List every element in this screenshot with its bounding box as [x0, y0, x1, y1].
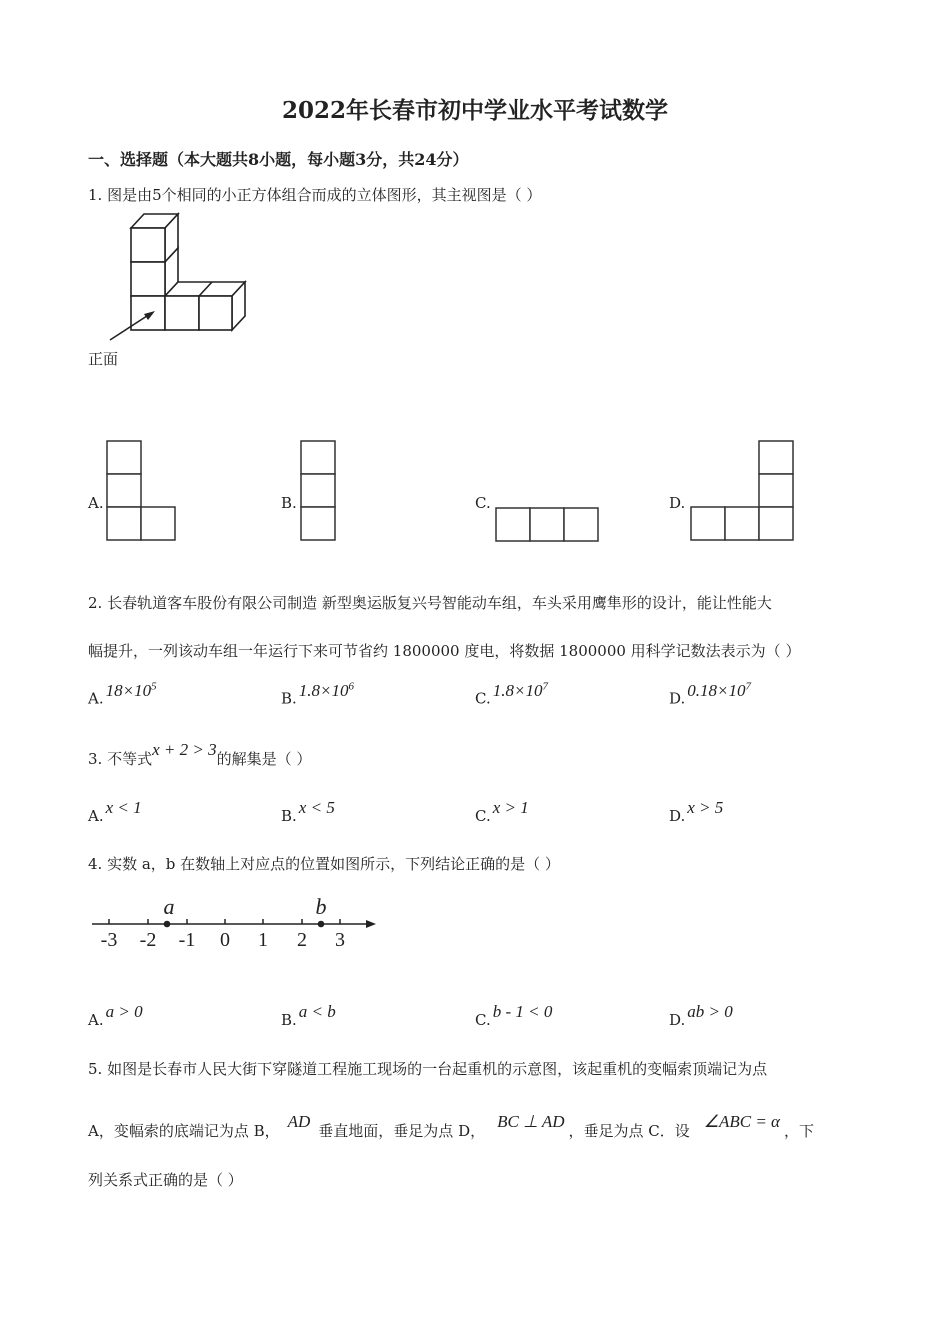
option-expr: b - 1 < 0 — [492, 1002, 553, 1021]
question-2-line-1: 2. 长春轨道客车股份有限公司制造 新型奥运版复兴号智能动车组，车头采用鹰隼形的设计，能让性能大 — [88, 594, 772, 612]
option-expr: x < 1 — [105, 798, 142, 817]
option-letter: B. — [281, 807, 297, 825]
point-a-label: a — [163, 894, 175, 919]
option-letter: A. — [88, 1011, 104, 1029]
q2-option-d[interactable] — [669, 680, 751, 709]
tick-label: -1 — [178, 929, 196, 951]
q1-option-c-figure — [495, 507, 599, 543]
q1-solid-figure — [100, 210, 260, 340]
option-expr: $1.8\times 10^7$ — [492, 680, 548, 700]
q3-option-a[interactable] — [88, 798, 142, 826]
tick-label: 0 — [220, 929, 230, 951]
q1-option-b-figure — [300, 440, 338, 542]
question-5-line-1: 5. 如图是长春市人民大街下穿隧道工程施工现场的一台起重机的示意图，该起重机的变幅索顶端记为点 — [88, 1060, 768, 1078]
point-b-dot — [318, 921, 325, 928]
tick-label: 1 — [258, 929, 268, 951]
question-2-line-2: 幅提升，一列该动车组一年运行下来可节省约 1800000 度电，将数据 1800000 用科学记数法表示为（ ） — [88, 642, 801, 660]
q4-option-d[interactable] — [669, 1002, 733, 1030]
option-expr: $18\times 10^5$ — [105, 680, 157, 700]
option-letter: A. — [88, 807, 104, 825]
q2-option-c[interactable] — [475, 680, 548, 709]
option-letter: B. — [281, 1011, 297, 1029]
tick-label: 2 — [297, 929, 307, 951]
option-letter: D. — [669, 807, 686, 825]
q1-option-d-label[interactable]: D. — [669, 494, 686, 512]
option-letter: C. — [475, 807, 491, 825]
option-letter: C. — [475, 689, 491, 708]
question-5-line-2: A，变幅索的底端记为点 B， AD 垂直地面，垂足为点 D， BC ⊥ AD ，垂足为点 C．设 ∠ABC = α ，下 — [88, 1112, 814, 1140]
option-expr: ab > 0 — [687, 1002, 733, 1021]
option-letter: D. — [669, 1011, 686, 1029]
q4-option-c[interactable] — [475, 1002, 553, 1030]
option-letter: C. — [475, 1011, 491, 1029]
q1-option-a-figure — [106, 440, 178, 542]
option-expr: a < b — [298, 1002, 336, 1021]
q2-option-a[interactable] — [88, 680, 157, 709]
q2-option-b[interactable] — [281, 680, 355, 709]
q3-option-d[interactable] — [669, 798, 724, 826]
tick-label: 3 — [335, 929, 345, 951]
point-b-label: b — [315, 894, 327, 919]
front-label: 正面 — [88, 350, 119, 368]
q4-option-a[interactable] — [88, 1002, 143, 1030]
number-line — [92, 890, 382, 952]
q1-option-a-label[interactable]: A. — [88, 494, 104, 512]
point-a-dot — [164, 921, 171, 928]
question-1-text: 1. 图是由5个相同的小正方体组合而成的立体图形，其主视图是（ ） — [88, 186, 542, 204]
page-title: 2022年长春市初中学业水平考试数学 — [281, 97, 668, 124]
q3-option-b[interactable] — [281, 798, 335, 826]
option-expr: x > 1 — [492, 798, 529, 817]
option-expr: x > 5 — [687, 798, 724, 817]
option-expr: $0.18\times 10^7$ — [687, 680, 751, 700]
option-expr: a > 0 — [105, 1002, 143, 1021]
q3-option-c[interactable] — [475, 798, 529, 826]
tick-label: -2 — [139, 929, 157, 951]
q1-option-d-figure — [690, 440, 796, 542]
option-letter: D. — [669, 689, 686, 708]
question-4-text: 4. 实数 a，b 在数轴上对应点的位置如图所示，下列结论正确的是（ ） — [88, 855, 560, 873]
q4-option-b[interactable] — [281, 1002, 336, 1030]
tick-label: -3 — [100, 929, 118, 951]
q1-option-b-label[interactable]: B. — [281, 494, 297, 512]
option-letter: A. — [88, 689, 104, 708]
option-expr: x < 5 — [298, 798, 335, 817]
question-5-line-3: 列关系式正确的是（ ） — [88, 1171, 243, 1189]
q3-inequality: x + 2 > 3 — [152, 740, 217, 759]
question-3: 3. 不等式x + 2 > 3的解集是（ ） — [88, 740, 312, 768]
section-heading: 一、选择题（本大题共8小题，每小题3分，共24分） — [88, 150, 469, 169]
option-letter: B. — [281, 689, 297, 708]
option-expr: $1.8\times 10^6$ — [298, 680, 355, 700]
q1-option-c-label[interactable]: C. — [475, 494, 491, 512]
